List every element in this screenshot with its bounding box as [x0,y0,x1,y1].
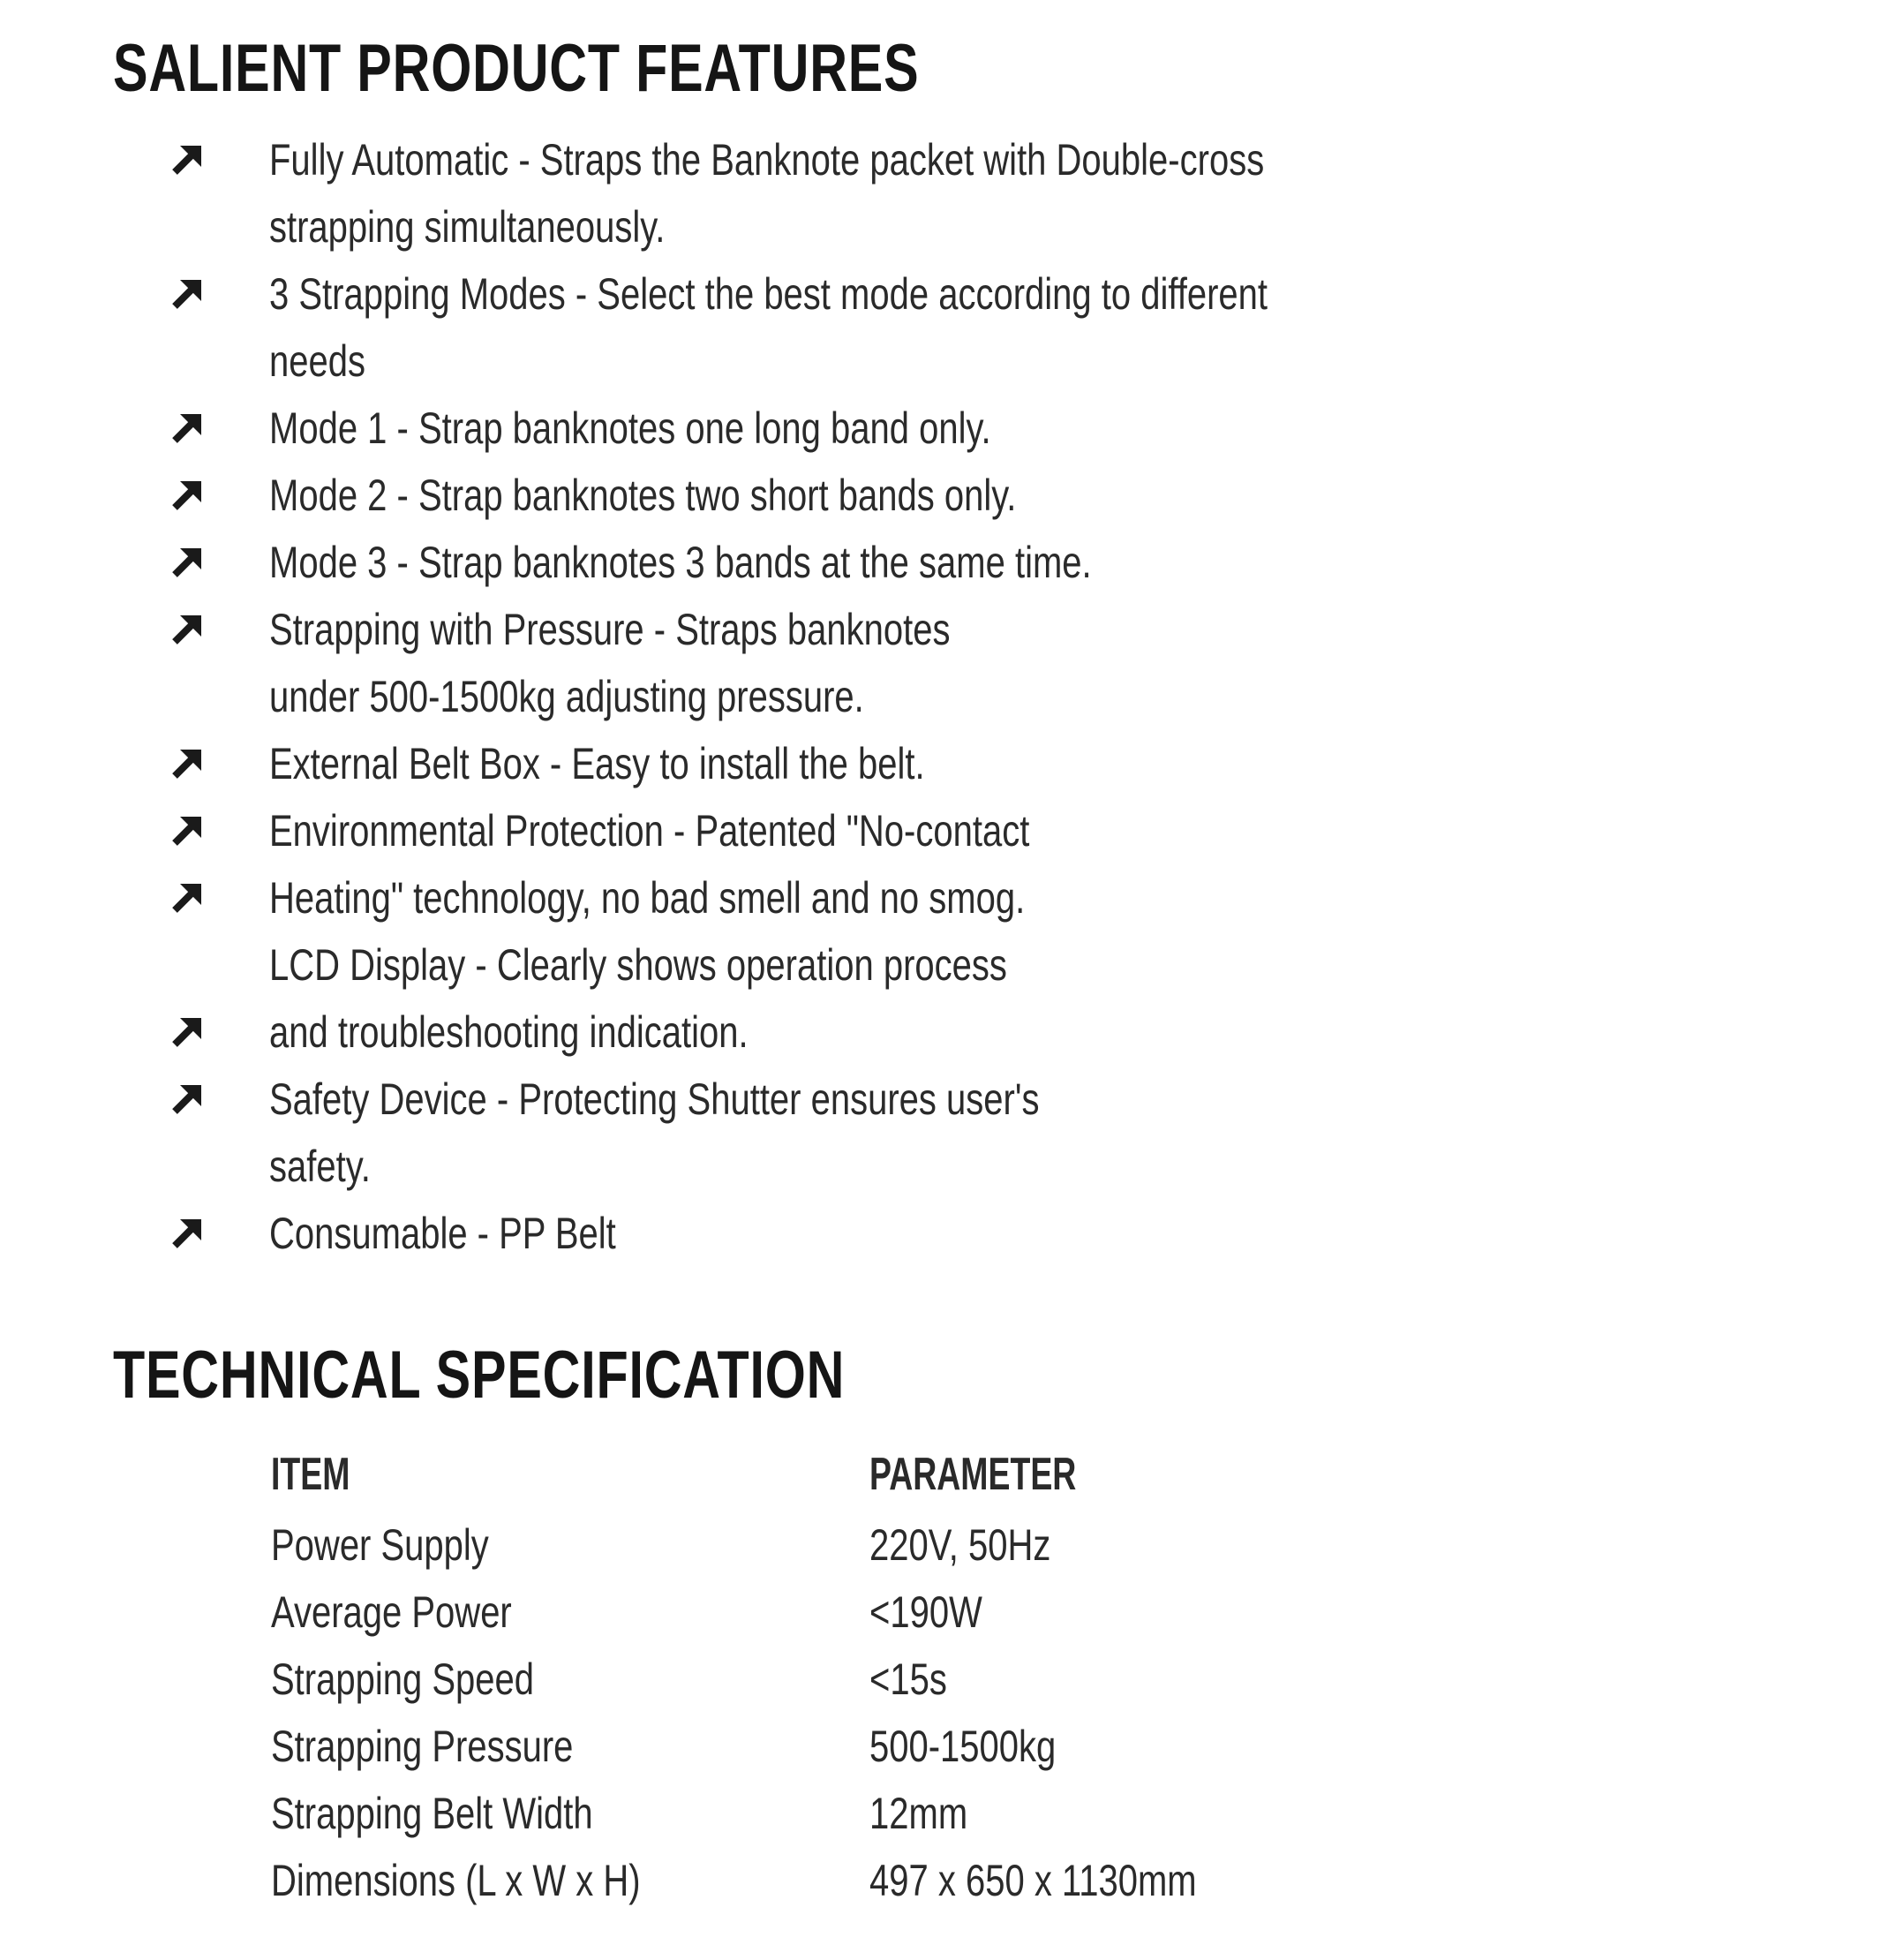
specification-heading: TECHNICAL SPECIFICATION [113,1338,846,1413]
spec-header-parameter: PARAMETER [869,1449,1077,1500]
spec-item: Average Power [271,1587,512,1637]
spec-item: Dimensions (L x W x H) [271,1856,641,1905]
feature-line: Mode 2 - Strap banknotes two short bands only. [269,471,1017,520]
arrow-up-right-icon [169,1014,205,1050]
feature-line: Mode 1 - Strap banknotes one long band only. [269,403,991,453]
arrow-up-right-icon [169,1082,205,1117]
arrow-up-right-icon [169,813,205,848]
spec-parameter: 12mm [869,1789,968,1838]
spec-header-item: ITEM [271,1449,350,1500]
spec-parameter: <190W [869,1587,982,1637]
arrow-up-right-icon [169,142,205,177]
spec-item: Strapping Pressure [271,1722,574,1771]
feature-line: Environmental Protection - Patented "No-contact [269,806,1030,856]
feature-line: 3 Strapping Modes - Select the best mode according to different [269,269,1268,319]
feature-line: Safety Device - Protecting Shutter ensures user's [269,1074,1040,1124]
feature-line: and troubleshooting indication. [269,1007,749,1057]
spec-parameter: <15s [869,1655,947,1704]
feature-line: Heating" technology, no bad smell and no smog. [269,873,1026,923]
feature-line: Consumable - PP Belt [269,1209,616,1258]
arrow-up-right-icon [169,880,205,916]
feature-line: strapping simultaneously. [269,202,666,252]
features-heading: SALIENT PRODUCT FEATURES [113,31,920,106]
spec-item: Strapping Belt Width [271,1789,593,1838]
feature-line: Fully Automatic - Straps the Banknote packet with Double-cross [269,135,1265,185]
arrow-up-right-icon [169,545,205,580]
spec-item: Power Supply [271,1520,489,1570]
feature-line: LCD Display - Clearly shows operation process [269,940,1007,990]
spec-parameter: 497 x 650 x 1130mm [869,1856,1197,1905]
feature-line: External Belt Box - Easy to install the belt. [269,739,925,788]
arrow-up-right-icon [169,276,205,312]
spec-parameter: 500-1500kg [869,1722,1057,1771]
feature-line: Strapping with Pressure - Straps banknotes [269,605,951,654]
spec-parameter: 220V, 50Hz [869,1520,1051,1570]
arrow-up-right-icon [169,612,205,647]
spec-item: Strapping Speed [271,1655,535,1704]
feature-line: Mode 3 - Strap banknotes 3 bands at the same time. [269,538,1092,587]
arrow-up-right-icon [169,1216,205,1251]
feature-line: under 500-1500kg adjusting pressure. [269,672,864,721]
feature-line: needs [269,336,365,386]
arrow-up-right-icon [169,411,205,446]
arrow-up-right-icon [169,746,205,781]
feature-line: safety. [269,1142,371,1191]
arrow-up-right-icon [169,478,205,513]
